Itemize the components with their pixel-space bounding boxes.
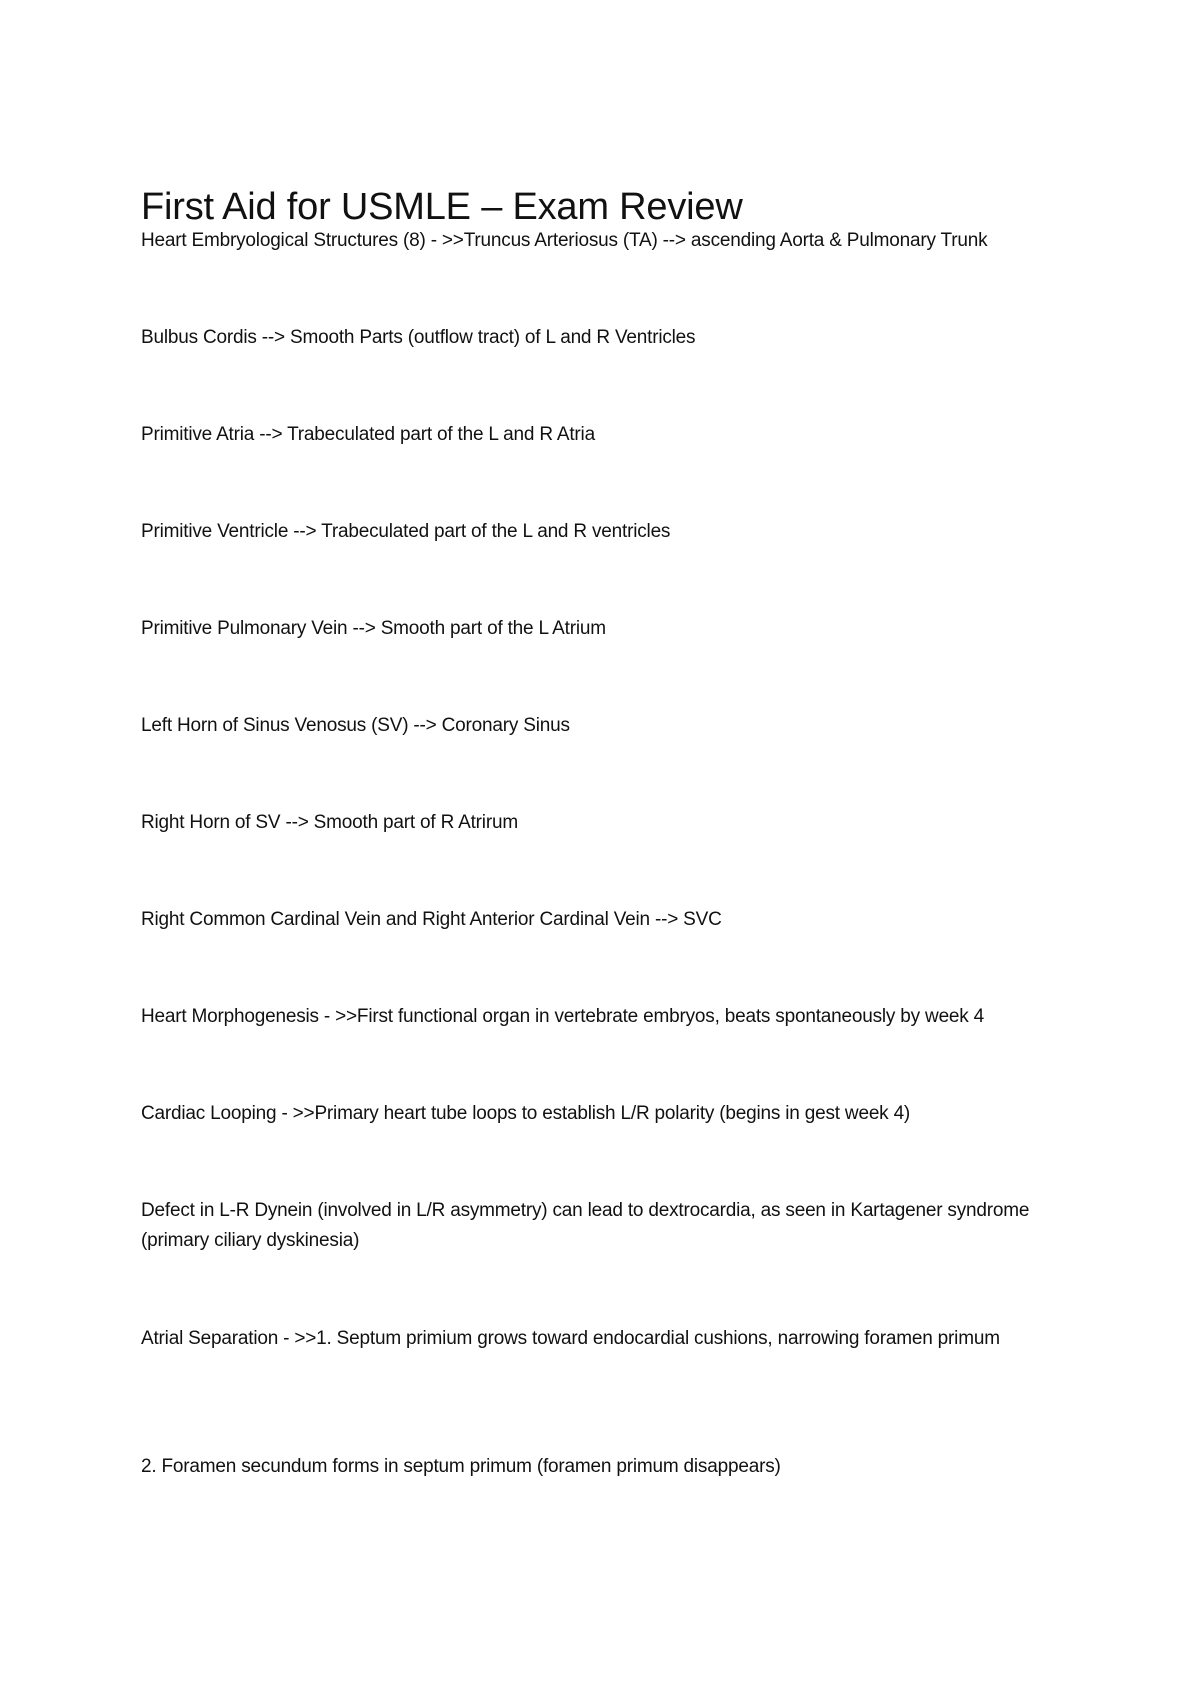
entry-right-horn-sv: Right Horn of SV --> Smooth part of R Atrirum (141, 812, 518, 833)
entry-primitive-atria: Primitive Atria --> Trabeculated part of the L and R Atria (141, 424, 595, 445)
entry-dynein-defect: Defect in L-R Dynein (involved in L/R asymmetry) can lead to dextrocardia, as seen in Kartagener syndrome (primary ciliary dyskinesia) (141, 1200, 1030, 1251)
entry-heart-embryological-structures: Heart Embryological Structures (8) - >>Truncus Arteriosus (TA) --> ascending Aorta & Pulmonary Trunk (141, 230, 988, 251)
entry-primitive-ventricle: Primitive Ventricle --> Trabeculated part of the L and R ventricles (141, 521, 671, 542)
document-title: First Aid for USMLE – Exam Review (141, 186, 743, 229)
entry-heart-morphogenesis: Heart Morphogenesis - >>First functional organ in vertebrate embryos, beats spontaneously by week 4 (141, 1006, 985, 1027)
entry-cardiac-looping: Cardiac Looping - >>Primary heart tube loops to establish L/R polarity (begins in gest week 4) (141, 1103, 911, 1124)
entry-left-horn-sinus-venosus: Left Horn of Sinus Venosus (SV) --> Coronary Sinus (141, 715, 570, 736)
entry-bulbus-cordis: Bulbus Cordis --> Smooth Parts (outflow tract) of L and R Ventricles (141, 327, 696, 348)
entry-right-cardinal-veins: Right Common Cardinal Vein and Right Anterior Cardinal Vein --> SVC (141, 909, 722, 930)
entry-primitive-pulmonary-vein: Primitive Pulmonary Vein --> Smooth part of the L Atrium (141, 618, 606, 639)
entry-atrial-separation-step-1: Atrial Separation - >>1. Septum primium grows toward endocardial cushions, narrowing foramen primum (141, 1328, 1000, 1349)
entry-atrial-separation-step-2: 2. Foramen secundum forms in septum primum (foramen primum disappears) (141, 1456, 781, 1477)
